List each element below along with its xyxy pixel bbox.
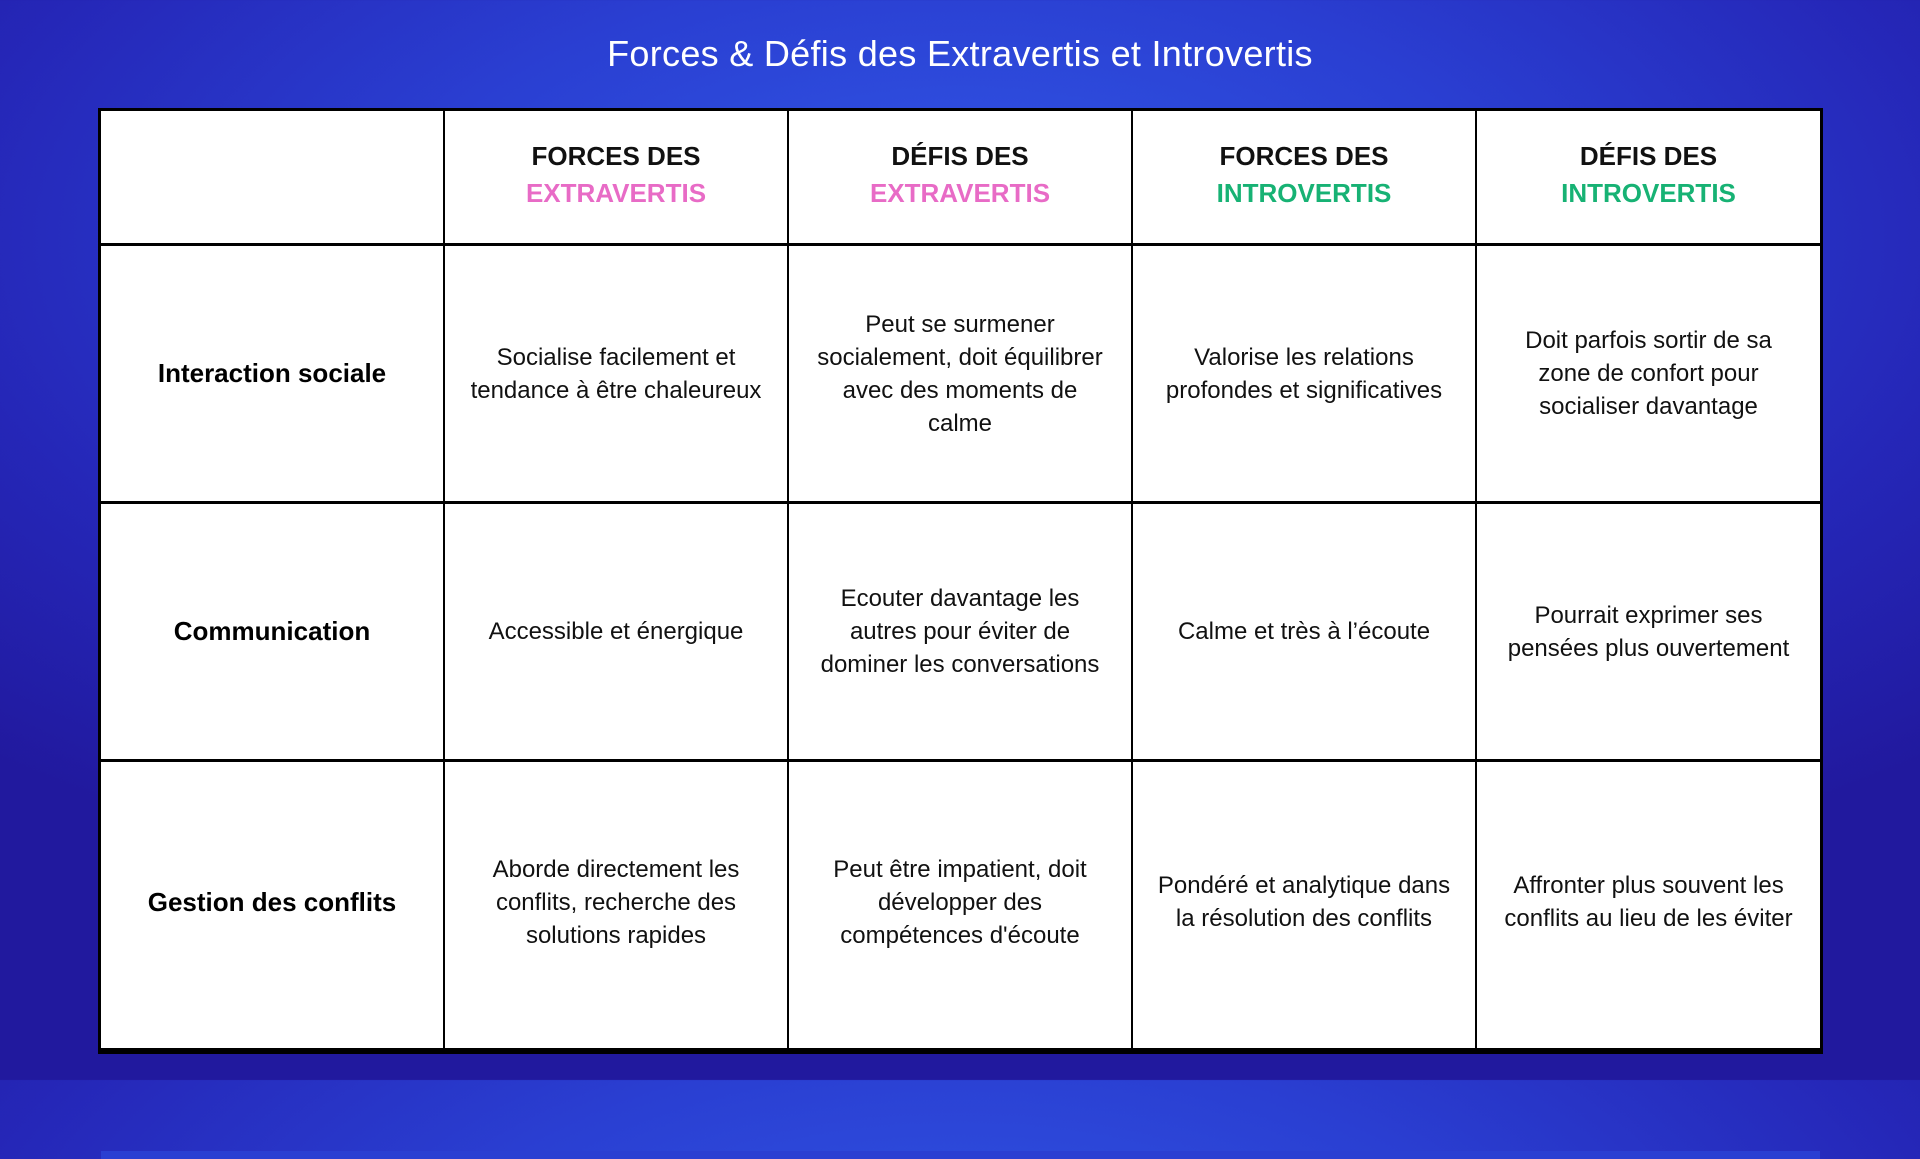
header-line2: INTROVERTIS <box>1561 178 1736 208</box>
table-cell: Peut se surmener socialement, doit équilibrer avec des moments de calme <box>789 246 1131 501</box>
header-line1: DÉFIS DES <box>1579 141 1718 171</box>
header-defis-extravertis <box>789 111 1131 243</box>
header-defis-introvertis <box>1477 111 1820 243</box>
table-cell: Calme et très à l’écoute <box>1133 504 1475 759</box>
row-label-interaction-sociale: Interaction sociale <box>101 246 443 501</box>
comparison-grid <box>101 111 1820 1051</box>
header-forces-introvertis <box>1133 111 1475 243</box>
header-line1: DÉFIS DES <box>891 141 1029 171</box>
table-cell: Accessible et énergique <box>445 504 787 759</box>
table-cell: Affronter plus souvent les conflits au lieu de les éviter <box>1477 762 1820 1048</box>
table-cell: Socialise facilement et tendance à être chaleureux <box>445 246 787 501</box>
table-bottom-band <box>101 1151 1820 1159</box>
header-corner-cell <box>101 111 443 243</box>
header-line2: EXTRAVERTIS <box>525 178 707 208</box>
page-title: Forces & Défis des Extravertis et Introvertis <box>607 33 1313 74</box>
header-line1: FORCES DES <box>531 141 701 171</box>
table-cell: Doit parfois sortir de sa zone de confort pour socialiser davantage <box>1477 246 1820 501</box>
row-label-gestion-des-conflits: Gestion des conflits <box>101 762 443 1048</box>
table-cell: Valorise les relations profondes et significatives <box>1133 246 1475 501</box>
table-cell: Peut être impatient, doit développer des compétences d'écoute <box>789 762 1131 1048</box>
header-forces-extravertis <box>445 111 787 243</box>
header-line2: EXTRAVERTIS <box>869 178 1051 208</box>
row-label-communication: Communication <box>101 504 443 759</box>
header-line2: INTROVERTIS <box>1216 178 1392 208</box>
table-cell: Aborde directement les conflits, recherche des solutions rapides <box>445 762 787 1048</box>
comparison-table <box>98 108 1823 1054</box>
header-line1: FORCES DES <box>1219 141 1389 171</box>
table-cell: Pourrait exprimer ses pensées plus ouvertement <box>1477 504 1820 759</box>
table-cell: Ecouter davantage les autres pour éviter de dominer les conversations <box>789 504 1131 759</box>
table-cell: Pondéré et analytique dans la résolution des conflits <box>1133 762 1475 1048</box>
